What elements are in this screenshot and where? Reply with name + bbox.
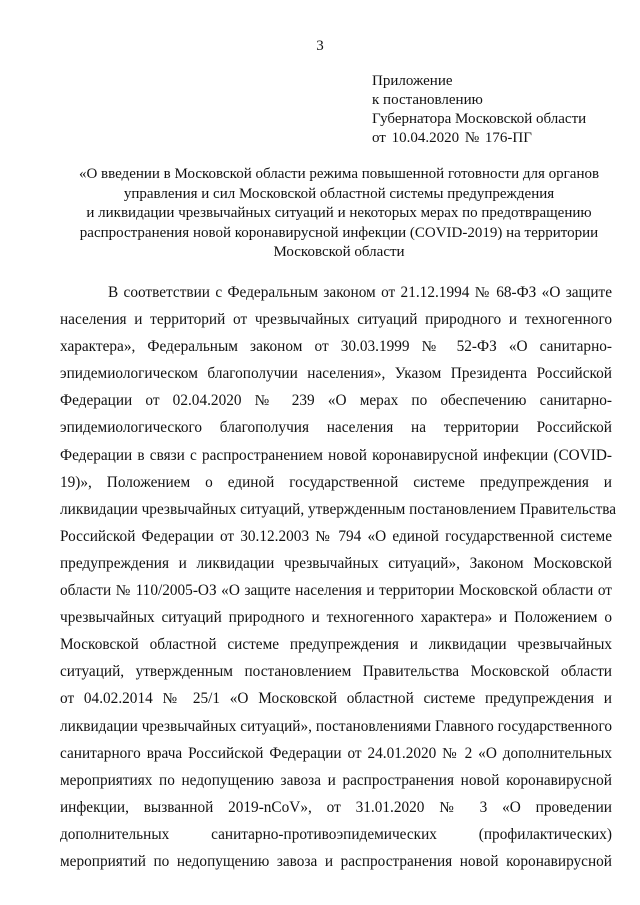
appendix-reference: к постановлению	[372, 92, 483, 108]
body-line: эпидемиологическом благополучии населения», Указом Президента Российской	[60, 365, 612, 383]
appendix-date-number: от 10.04.2020 № 176-ПГ	[372, 130, 532, 146]
body-line: дополнительных санитарно-противоэпидемических (профилактических)	[60, 825, 612, 843]
title-line: и ликвидации чрезвычайных ситуаций и некоторых мерах по предотвращению	[86, 205, 592, 221]
body-line: чрезвычайных ситуаций природного и техногенного характера» и Положением о	[60, 609, 612, 627]
body-line: В соответствии с Федеральным законом от 21.12.1994 № 68-ФЗ «О защите	[108, 284, 612, 301]
appendix-label: Приложение	[372, 73, 453, 89]
title-line: управления и сил Московской областной системы предупреждения	[123, 185, 555, 202]
body-line: от 04.02.2014 № 25/1 «О Московской областной системе предупреждения и	[60, 690, 612, 708]
appendix-block	[372, 72, 586, 148]
title-line: Московской области	[273, 244, 405, 260]
body-line: Московской областной системе предупреждения и ликвидации чрезвычайных	[60, 636, 612, 654]
body-line: 19)», Положением о единой государственной системе предупреждения и	[60, 473, 612, 491]
body-line: предупреждения и ликвидации чрезвычайных ситуаций», Законом Московской	[60, 554, 612, 572]
body-line: населения и территорий от чрезвычайных ситуаций природного и техногенного	[60, 311, 612, 329]
body-line: ситуаций, утвержденным постановлением Правительства Московской области	[60, 663, 612, 681]
page-number: 3	[316, 38, 324, 54]
body-line: области № 110/2005-ОЗ «О защите населения и территории Московской области от	[60, 582, 612, 600]
body-paragraph	[60, 279, 617, 875]
title-line: «О введении в Московской области режима повышенной готовности для органов	[78, 166, 600, 182]
body-line: эпидемиологического благополучия населения на территории Российской	[60, 419, 612, 437]
body-line: Российской Федерации от 30.12.2003 № 794 «О единой государственной системе	[60, 527, 612, 545]
body-line: характера», Федеральным законом от 30.03.1999 № 52-ФЗ «О санитарно-	[60, 338, 612, 356]
body-line: Федерации в связи с распространением новой коронавирусной инфекции (COVID-	[60, 446, 612, 464]
document-title	[60, 165, 618, 263]
body-line: ликвидации чрезвычайных ситуаций, утвержденным постановлением Правительства	[60, 500, 617, 518]
body-line: санитарного врача Российской Федерации от 24.01.2020 № 2 «О дополнительных	[60, 744, 612, 762]
body-line: инфекции, вызванной 2019-nCoV», от 31.01.2020 № 3 «О проведении	[60, 798, 612, 816]
body-line: мероприятий по недопущению завоза и распространения новой коронавирусной	[60, 852, 612, 870]
body-line: Федерации от 02.04.2020 № 239 «О мерах по обеспечению санитарно-	[60, 392, 612, 410]
title-line: распространения новой коронавирусной инфекции (COVID-2019) на территории	[79, 224, 599, 241]
body-line: мероприятиях по недопущению завоза и распространения новой коронавирусной	[60, 771, 612, 789]
body-line: ликвидации чрезвычайных ситуаций», постановлениями Главного государственного	[60, 717, 612, 735]
appendix-issuer: Губернатора Московской области	[372, 111, 587, 127]
